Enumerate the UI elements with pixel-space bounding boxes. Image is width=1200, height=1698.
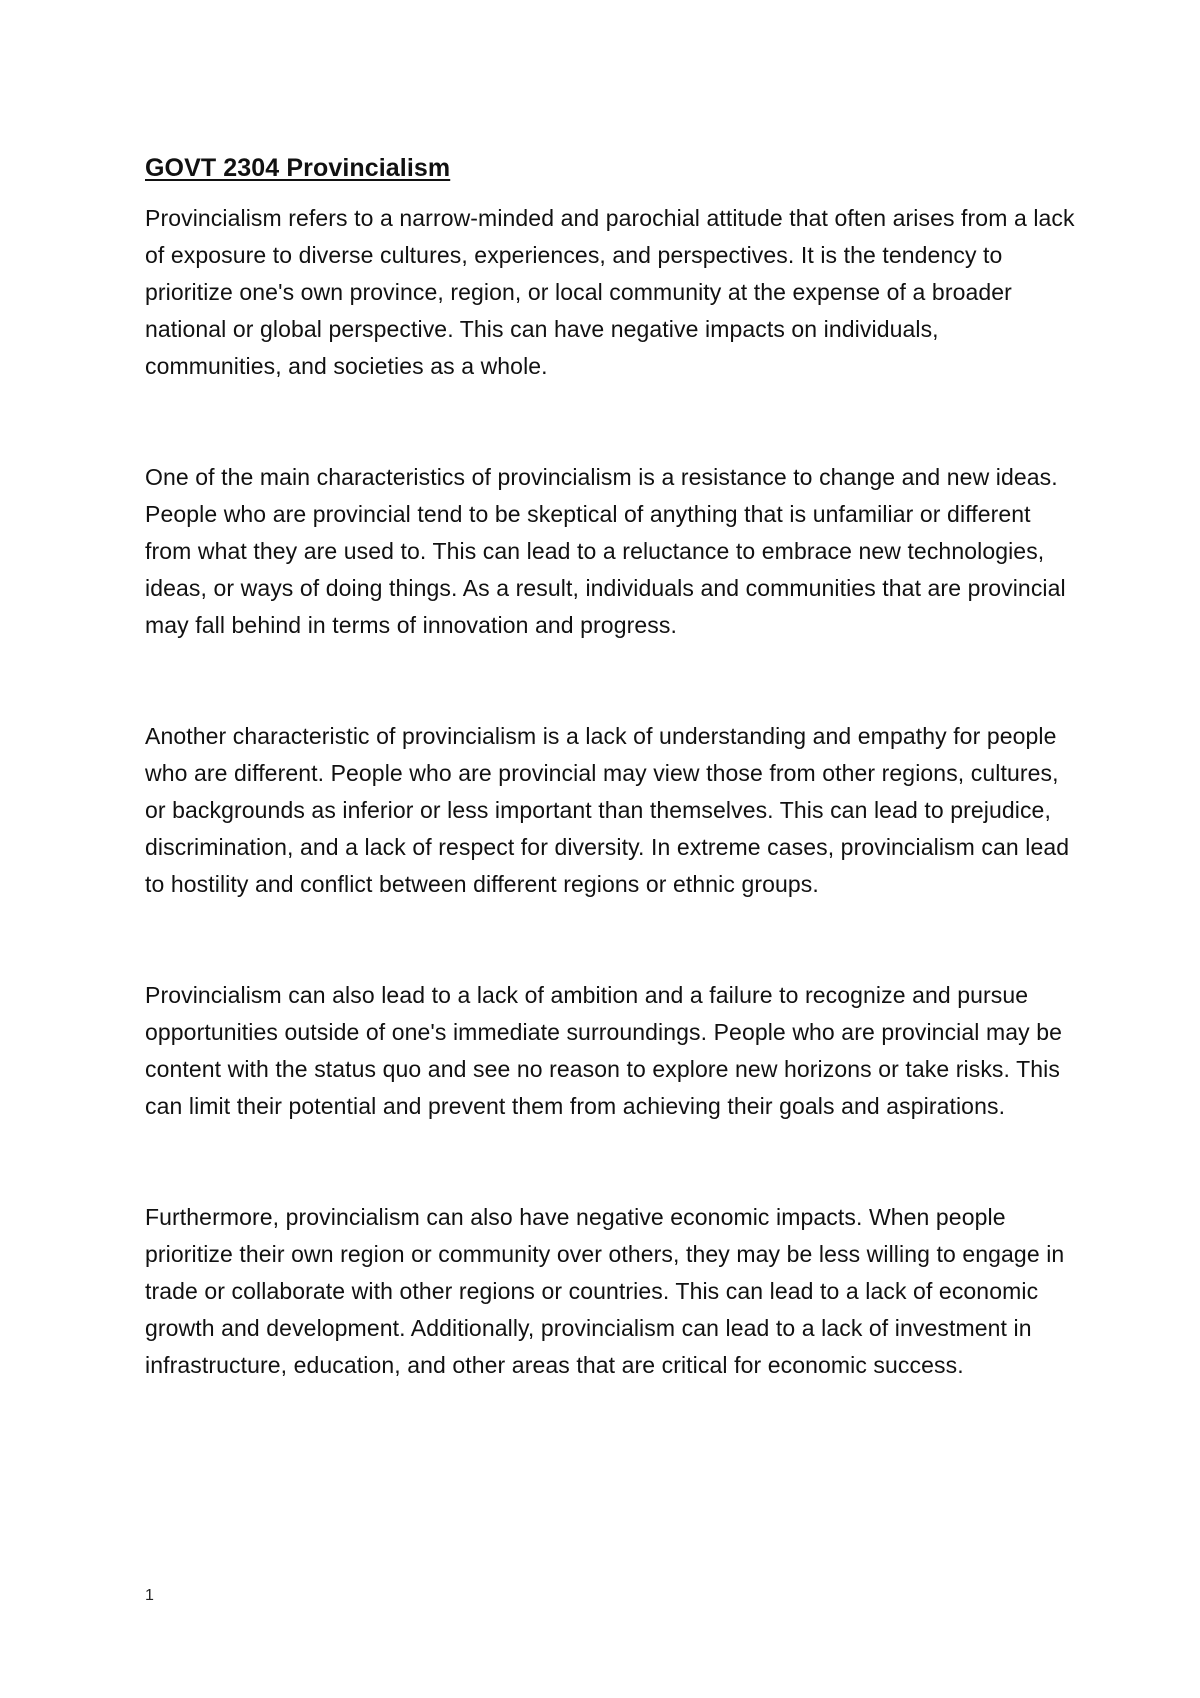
paragraph-4: Provincialism can also lead to a lack of ambition and a failure to recognize and pursue opportunities outside of one's immediate surroundings. People who are provincial may be content with the status quo and see no reason to explore new horizons or take risks. This can limit their potential and prevent them from achieving their goals and aspirations. bbox=[145, 982, 1062, 1119]
paragraph-3: Another characteristic of provincialism is a lack of understanding and empathy for people who are different. People who are provincial may view those from other regions, cultures, or backgrounds as inferior or less important than themselves. This can lead to prejudice, discrimination, and a lack of respect for diversity. In extreme cases, provincialism can lead to hostility and conflict between different regions or ethnic groups. bbox=[145, 723, 1070, 897]
document-title: GOVT 2304 Provincialism bbox=[145, 154, 451, 182]
paragraph-2: One of the main characteristics of provincialism is a resistance to change and new ideas. People who are provincial tend to be skeptical of anything that is unfamiliar or different from what they are used to. This can lead to a reluctance to embrace new technologies, ideas, or ways of doing things. As a result, individuals and communities that are provincial may fall behind in terms of innovation and progress. bbox=[145, 464, 1066, 638]
paragraph-5: Furthermore, provincialism can also have negative economic impacts. When people prioritize their own region or community over others, they may be less willing to engage in trade or collaborate with other regions or countries. This can lead to a lack of economic growth and development. Additionally, provincialism can lead to a lack of investment in infrastructure, education, and other areas that are critical for economic success. bbox=[145, 1204, 1065, 1378]
page-number: 1 bbox=[145, 1587, 154, 1604]
paragraph-1: Provincialism refers to a narrow-minded and parochial attitude that often arises from a lack of exposure to diverse cultures, experiences, and perspectives. It is the tendency to prioritize one's own province, region, or local community at the expense of a broader national or global perspective. This can have negative impacts on individuals, communities, and societies as a whole. bbox=[145, 205, 1075, 379]
document-body bbox=[145, 150, 1080, 1384]
